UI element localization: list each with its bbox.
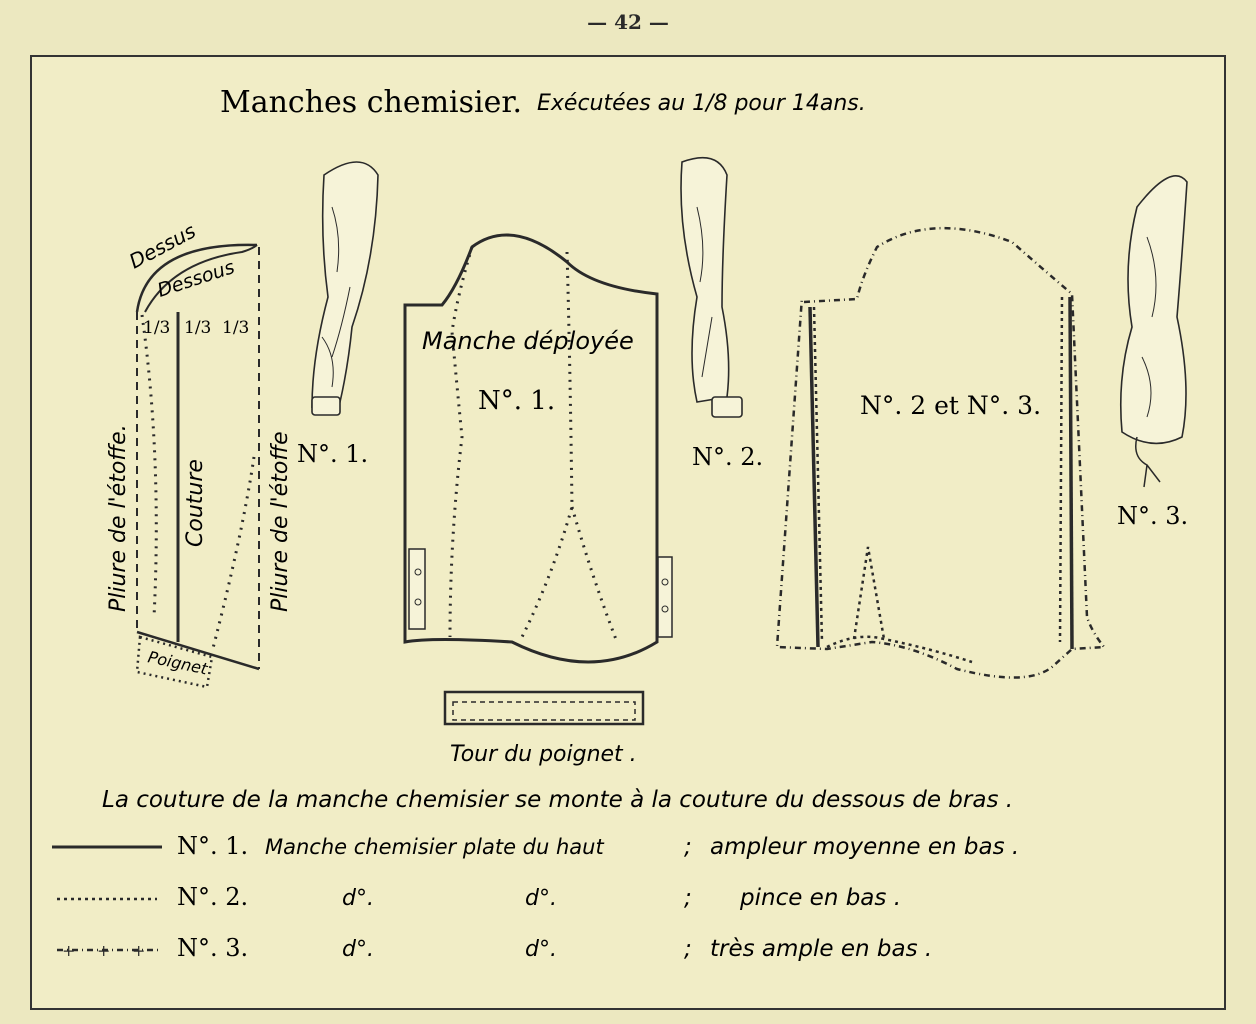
label-sleeve-2: N°. 2. (692, 443, 764, 471)
label-couture: Couture (183, 459, 208, 547)
label-dessous: Dessous (154, 256, 238, 302)
legend-2-col2: d°. (525, 886, 557, 911)
legend-2-num: N°. 2. (177, 883, 249, 911)
label-third-1: 1/3 (143, 318, 171, 338)
title-sub: Exécutées au 1/8 pour 14ans. (537, 91, 866, 116)
legend-2-desc: pince en bas . (740, 885, 902, 911)
pattern-2-3 (777, 228, 1104, 677)
legend-3-desc: très ample en bas . (710, 936, 933, 962)
legend-3-sep: ; (684, 936, 692, 962)
pattern-1-outline (405, 235, 657, 662)
svg-text:+: + (132, 941, 146, 960)
label-poignet: Poignet (146, 647, 210, 679)
seam-note: La couture de la manche chemisier se monte à la couture du dessous de bras . (102, 787, 1014, 813)
pattern-manche-deployee (405, 235, 672, 662)
svg-text:+: + (62, 941, 76, 960)
label-dessus: Dessus (125, 218, 200, 274)
sleeve-sketch-2 (681, 158, 742, 417)
legend-2-sep: ; (684, 885, 692, 911)
pattern-drawing (32, 57, 1228, 1012)
label-pattern-1: N°. 1. (478, 386, 556, 416)
sleeve-sketch-3 (1121, 176, 1187, 487)
label-third-3: 1/3 (222, 318, 250, 338)
label-manche-deployee: Manche déployée (422, 327, 634, 355)
label-pliure-left: Pliure de l'étoffe. (106, 424, 131, 612)
legend-1-sep: ; (684, 834, 692, 860)
cuff-label: Tour du poignet . (450, 742, 637, 767)
title-main: Manches chemisier. (220, 85, 522, 120)
pattern-plate (30, 55, 1226, 1010)
page-number: — 42 — (587, 10, 669, 34)
legend-1-desc: ampleur moyenne en bas . (710, 834, 1020, 860)
legend (52, 832, 1019, 962)
legend-3-num: N°. 3. (177, 934, 249, 962)
pattern-3-outline (777, 228, 1104, 677)
legend-2-col1: d°. (342, 886, 374, 911)
legend-3-col2: d°. (525, 937, 557, 962)
legend-1-num: N°. 1. (177, 832, 249, 860)
legend-3-col1: d°. (342, 937, 374, 962)
label-pattern-2-3: N°. 2 et N°. 3. (860, 391, 1042, 420)
label-sleeve-1: N°. 1. (297, 440, 369, 468)
svg-text:+: + (97, 941, 111, 960)
label-sleeve-3: N°. 3. (1117, 502, 1189, 530)
sleeve-sketch-1 (312, 162, 378, 415)
cuff-strip (445, 692, 643, 724)
label-third-2: 1/3 (184, 318, 212, 338)
legend-1-col1: Manche chemisier plate du haut (265, 835, 604, 859)
label-pliure-right: Pliure de l'étoffe (268, 431, 293, 612)
